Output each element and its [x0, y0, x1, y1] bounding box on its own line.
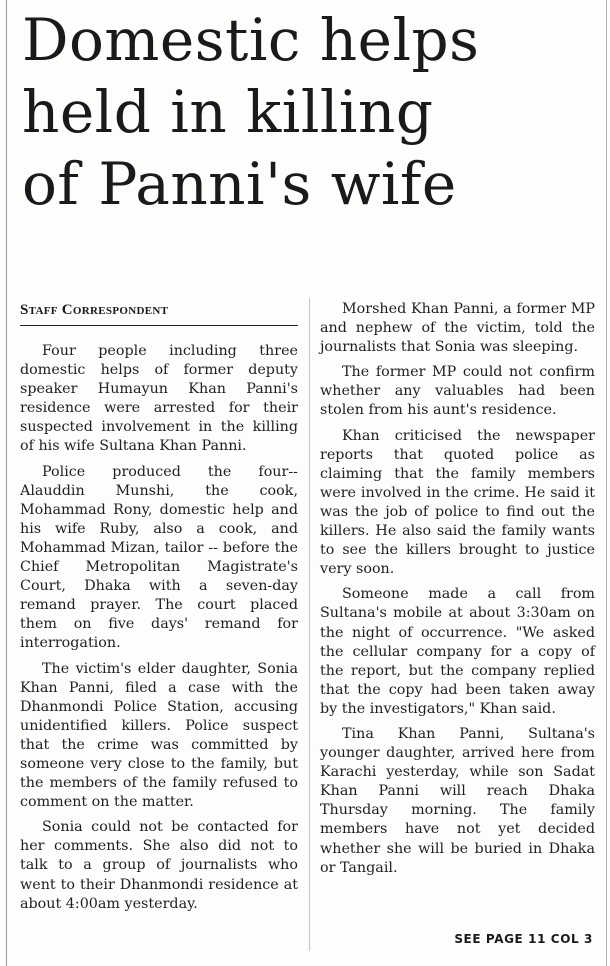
paragraph: Someone made a call from Sultana's mobile at about 3:30am on the night of occurrence. "We asked the cellular company for a copy of the report, but the company replied that the copy had been taken away by the investigators," Khan said. [320, 586, 595, 717]
paragraph: Khan criticised the newspaper reports that quoted police as claiming that the family members were involved in the crime. He said it was the job of police to find out the killers. He also said the family wants to see the killers brought to justice very soon. [320, 427, 595, 578]
article-column-2 [320, 300, 595, 884]
column-divider [309, 298, 310, 951]
headline-line-1: Domestic helps [22, 6, 480, 74]
paragraph: The former MP could not confirm whether any valuables had been stolen from his aunt's residence. [320, 364, 595, 419]
paragraph: Sonia could not be contacted for her comments. She also did not to talk to a group of journalists who went to their Dhanmondi residence at about 4:00am yesterday. [20, 819, 298, 912]
left-border-rule [6, 0, 7, 966]
headline [22, 4, 602, 220]
byline: Staff Correspondent [20, 302, 169, 318]
right-border-rule [606, 0, 607, 966]
paragraph: The victim's elder daughter, Sonia Khan Panni, filed a case with the Dhanmondi Police Station, accusing unidentified killers. Police suspect that the crime was committed by someone very close to the family, but the members of the family refused to comment on the matter. [20, 660, 298, 811]
paragraph: Police produced the four-- Alauddin Munshi, the cook, Mohammad Rony, domestic help and his wife Ruby, also a cook, and Mohammad Mizan, tailor -- before the Chief Metropolitan Magistrate's Court, Dhaka with a seven-day remand prayer. The court placed them on five days' remand for interrogation. [20, 463, 298, 652]
continuation-jump-line: SEE PAGE 11 COL 3 [454, 932, 593, 946]
paragraph: Four people including three domestic helps of former deputy speaker Humayun Khan Panni's residence were arrested for their suspected involvement in the killing of his wife Sultana Khan Panni. [20, 343, 298, 455]
headline-line-2: held in killing [22, 78, 434, 146]
article-column-1 [20, 342, 298, 920]
headline-line-3: of Panni's wife [22, 150, 457, 218]
paragraph: Morshed Khan Panni, a former MP and nephew of the victim, told the journalists that Sonia was sleeping. [320, 301, 595, 356]
byline-underline [20, 325, 298, 326]
paragraph: Tina Khan Panni, Sultana's younger daughter, arrived here from Karachi yesterday, while son Sadat Khan Panni will reach Dhaka Thursday morning. The family members have not yet decided whether she will be buried in Dhaka or Tangail. [320, 725, 595, 876]
